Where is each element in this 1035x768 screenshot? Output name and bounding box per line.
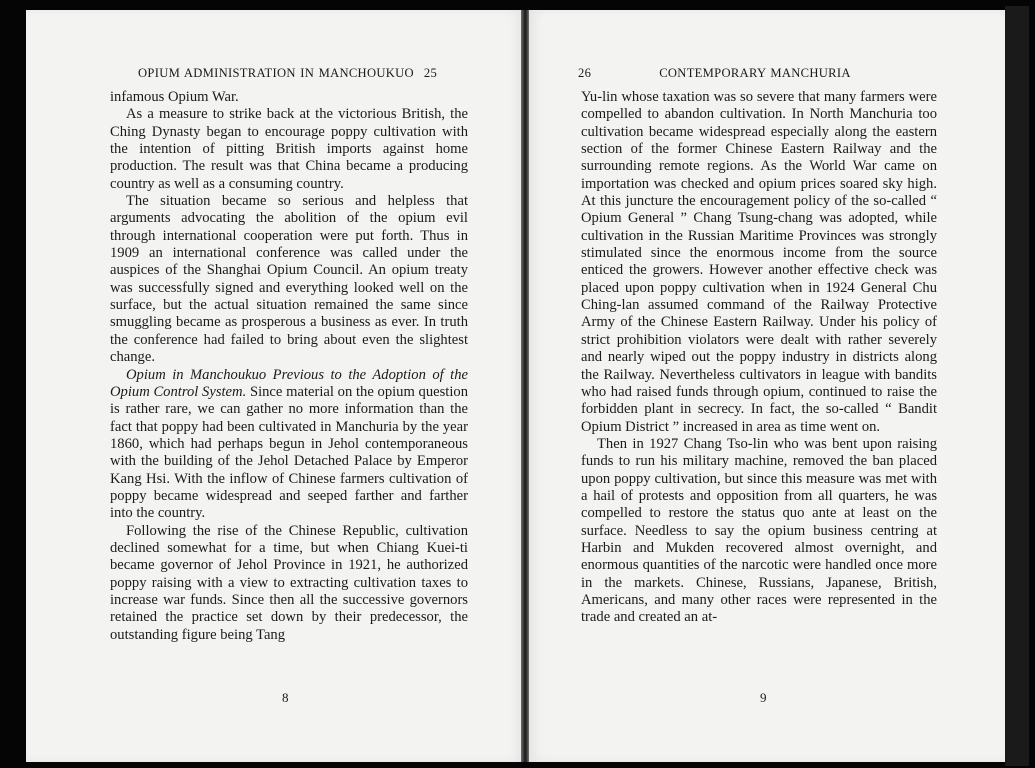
running-head-title: CONTEMPORARY MANCHURIA: [659, 66, 851, 80]
paragraph: infamous Opium War.: [110, 89, 239, 105]
left-page: [26, 10, 523, 762]
subsection-text: Since material on the opium question is rather rare, we can gather no more information than the fact that poppy had been cultivated in Manchuria by the year 1860, which had perhaps begun in Jehol contemporaneous with the building of the Jehol Detached Palace by Emperor Kang Hsi. With the inflow of Chinese farmers cultivation of poppy became widespread and seeped farther and farther into the country.: [110, 383, 468, 522]
right-page-body: [581, 89, 937, 627]
running-head-left: [138, 66, 437, 81]
page-number-left: 8: [282, 690, 289, 705]
right-page: [529, 10, 1005, 762]
running-head-folio: 26: [578, 66, 592, 80]
subsection-heading: Opium in Manchoukuo Previous to the Adoption of the Opium Control System.: [110, 366, 468, 400]
paragraph: Then in 1927 Chang Tso-lin who was bent upon raising funds to run his military machine, removed the ban placed upon poppy cultivation, but since this measure was met with a hail of protests and opposition from all quarters, he was compelled to restore the status quo ante at least on the surface. Needless to say the opium business centring at Harbin and Mukden recovered almost overnight, and enormous quantities of the narcotic were handled once more in the markets. Chinese, Russians, Japanese, British, Americans, and many other races were represented in the trade and created an at-: [581, 435, 937, 626]
subsection-paragraph: [110, 367, 468, 523]
running-head-right: [578, 66, 851, 81]
paragraph: Following the rise of the Chinese Republic, cultivation declined somewhat for a time, but when Chiang Kuei-ti became governor of Jehol Province in 1921, he authorized poppy raising with a view to extracting cultivation taxes to increase war funds. Since then all the successive governors retained the practice set down by their predecessor, the outstanding figure being Tang: [110, 522, 468, 643]
running-head-folio: 25: [423, 66, 438, 80]
paragraph: As a measure to strike back at the victorious British, the Ching Dynasty began to encourage poppy cultivation with the intention of pitting British imports against home production. The result was that China became a producing country as well as a consuming country.: [110, 106, 468, 192]
left-page-body: [110, 89, 468, 644]
paragraph: The situation became so serious and helpless that arguments advocating the abolition of the opium evil through international cooperation were put forth. Thus in 1909 an international conference was called under the auspices of the Shanghai Opium Council. An opium treaty was successfully signed and everything looked well on the surface, but the actual situation remained the same since smuggling became as prosperous a business as ever. In truth the conference had failed to bring about even the slightest change.: [110, 193, 468, 366]
scan-border: [1005, 6, 1029, 766]
page-number-right: 9: [760, 690, 767, 705]
paragraph: Yu-lin whose taxation was so severe that many farmers were compelled to abandon cultivation. In North Manchuria too cultivation became widespread especially along the eastern section of the former Chinese Eastern Railway and the surrounding remote regions. As the World War came on importation was checked and opium prices soared sky high. At this juncture the encouragement policy of the so-called “ Opium General ” Chang Tsung-chang was adopted, while cultivation in the Russian Maritime Provinces was strongly stimulated since the enormous income from the source enticed the growers. However another effective check was placed upon poppy cultivation when in 1924 General Chu Ching-lan assumed command of the Railway Protective Army of the Chinese Eastern Railway. Under his policy of strict prohibition violators were dealt with rather severely and nearly wiped out the poppy industry in districts along the Railway. Nevertheless cultivators in league with bandits who had raised funds through opium, continued to raise the forbidden plant in secrecy. In fact, the so-called “ Bandit Opium District ” increased in area as time went on.: [581, 89, 937, 435]
running-head-title: OPIUM ADMINISTRATION IN MANCHOUKUO: [138, 66, 414, 80]
